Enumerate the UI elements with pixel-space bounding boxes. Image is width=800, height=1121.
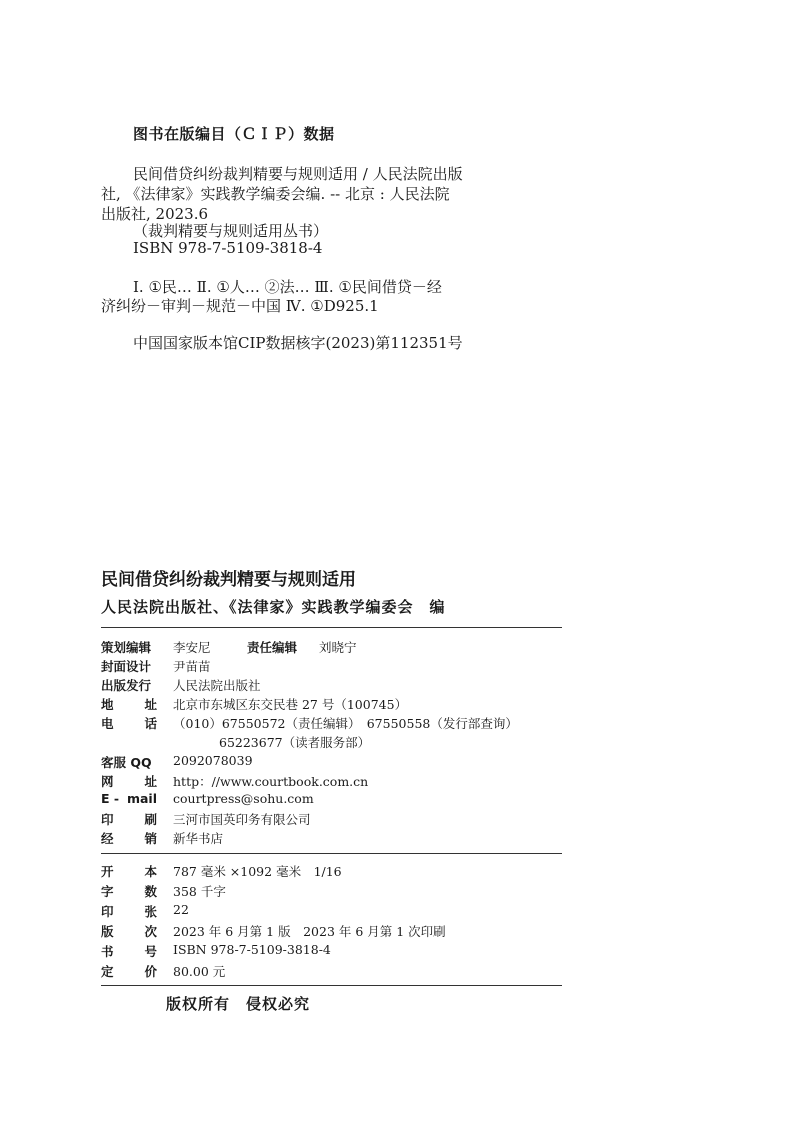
divider	[101, 627, 562, 628]
credit-label: 印 刷	[101, 812, 157, 827]
credit-label: 客服 QQ	[101, 755, 152, 770]
spec-value: 22	[173, 902, 189, 917]
cip-line: Ⅰ. ①民… Ⅱ. ①人… ②法… Ⅲ. ①民间借贷－经	[133, 278, 442, 296]
spec-label: 印 张	[101, 904, 157, 919]
credit-value: 2092078039	[173, 753, 253, 768]
credit-value: http：//www.courtbook.com.cn	[173, 774, 369, 789]
copyright-notice: 版权所有 侵权必究	[166, 995, 311, 1013]
book-author: 人民法院出版社、《法律家》实践教学编委会 编	[101, 598, 446, 616]
credit-label: 策划编辑	[101, 640, 152, 655]
cip-heading: 图书在版编目（ＣＩＰ）数据	[133, 125, 335, 143]
credit-value: 李安尼	[173, 640, 211, 655]
credit-value: 人民法院出版社	[173, 678, 261, 693]
cip-line: 出版社, 2023.6	[101, 205, 209, 223]
credit-value: 尹苗苗	[173, 659, 211, 674]
credit-label: E - mail	[101, 791, 157, 806]
credit-label: 封面设计	[101, 659, 152, 674]
credit-value: （010）67550572（责任编辑） 67550558（发行部查询）	[173, 716, 518, 731]
spec-label: 开 本	[101, 864, 157, 879]
cip-line: 社, 《法律家》实践教学编委会编. -- 北京 : 人民法院	[101, 185, 450, 203]
spec-label: 定 价	[101, 964, 157, 979]
spec-value: 358 千字	[173, 884, 226, 899]
cip-line: ISBN 978-7-5109-3818-4	[133, 239, 323, 257]
credit-label: 经 销	[101, 831, 157, 846]
credit-value: courtpress@sohu.com	[173, 791, 314, 806]
credit-label: 电 话	[101, 716, 157, 731]
spec-value: ISBN 978-7-5109-3818-4	[173, 942, 331, 957]
credit-value: 三河市国英印务有限公司	[173, 812, 311, 827]
spec-label: 书 号	[101, 944, 157, 959]
book-title: 民间借贷纠纷裁判精要与规则适用	[101, 570, 356, 590]
spec-value: 787 毫米 ×1092 毫米 1/16	[173, 864, 342, 879]
credit-label: 责任编辑	[247, 640, 298, 655]
credit-label: 地 址	[101, 697, 157, 712]
credit-value: 刘晓宁	[319, 640, 357, 655]
cip-line: 民间借贷纠纷裁判精要与规则适用 / 人民法院出版	[133, 165, 463, 183]
spec-label: 字 数	[101, 884, 157, 899]
divider	[101, 853, 562, 854]
credit-value: 北京市东城区东交民巷 27 号（100745）	[173, 697, 408, 712]
cip-line: （裁判精要与规则适用丛书）	[133, 222, 329, 240]
spec-label: 版 次	[101, 924, 157, 939]
cip-line: 济纠纷－审判－规范－中国 Ⅳ. ①D925.1	[101, 297, 379, 315]
divider	[101, 985, 562, 986]
spec-value: 2023 年 6 月第 1 版 2023 年 6 月第 1 次印刷	[173, 924, 446, 939]
cip-line: 中国国家版本馆CIP数据核字(2023)第112351号	[133, 334, 463, 352]
spec-value: 80.00 元	[173, 964, 226, 979]
credit-label: 网 址	[101, 774, 157, 789]
credit-label: 出版发行	[101, 678, 152, 693]
credit-value: 65223677（读者服务部）	[219, 735, 371, 750]
credit-value: 新华书店	[173, 831, 224, 846]
